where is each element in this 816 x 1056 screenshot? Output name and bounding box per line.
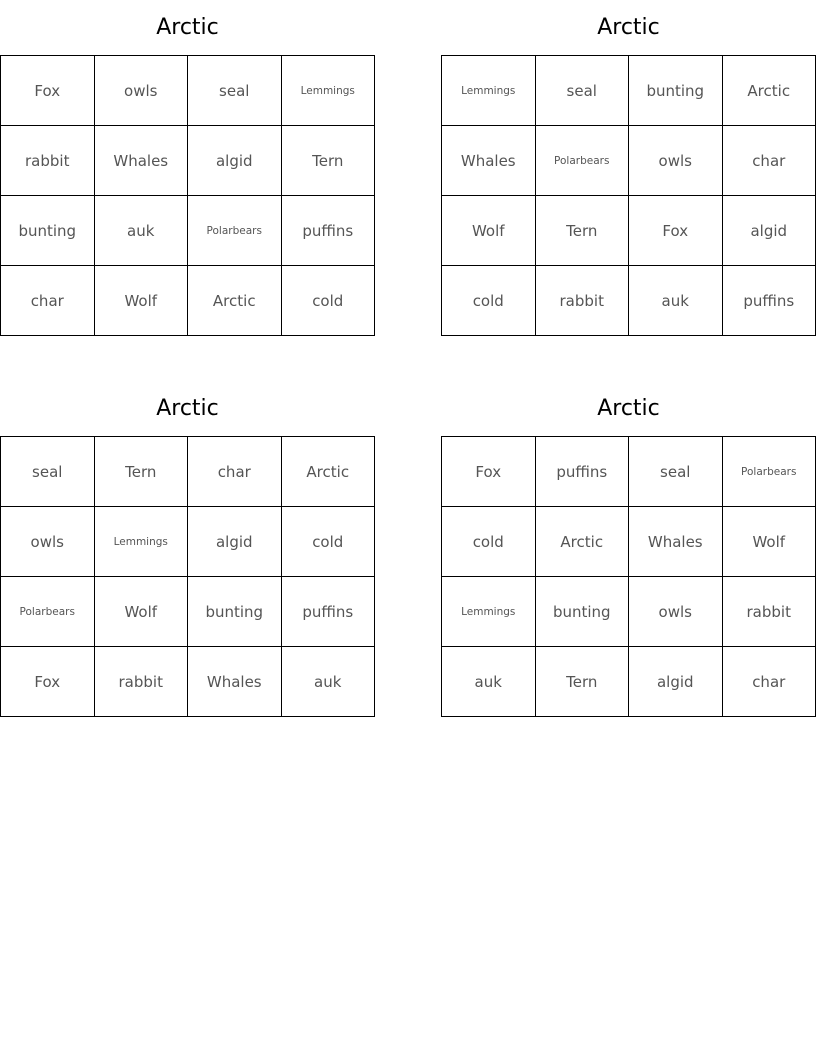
bingo-cell: Wolf xyxy=(95,266,189,336)
bingo-grid xyxy=(441,436,816,717)
bingo-cell: cold xyxy=(282,507,376,577)
bingo-cell: algid xyxy=(188,507,282,577)
bingo-cell: Arctic xyxy=(536,507,630,577)
bingo-cell: Lemmings xyxy=(442,56,536,126)
bingo-cell: Lemmings xyxy=(442,577,536,647)
bingo-cell: algid xyxy=(188,126,282,196)
bingo-cell: owls xyxy=(95,56,189,126)
bingo-cell: Tern xyxy=(95,437,189,507)
bingo-cell: Wolf xyxy=(442,196,536,266)
bingo-cell: Polarbears xyxy=(1,577,95,647)
bingo-cell: auk xyxy=(629,266,723,336)
bingo-cell: seal xyxy=(1,437,95,507)
bingo-cell: Whales xyxy=(629,507,723,577)
bingo-cell: rabbit xyxy=(95,647,189,717)
bingo-cell: rabbit xyxy=(1,126,95,196)
bingo-cell: Arctic xyxy=(723,56,816,126)
bingo-cell: char xyxy=(723,647,816,717)
bingo-card-2 xyxy=(441,0,816,336)
bingo-cell: cold xyxy=(282,266,376,336)
bingo-cell: bunting xyxy=(536,577,630,647)
bingo-cell: bunting xyxy=(188,577,282,647)
bingo-cell: Whales xyxy=(442,126,536,196)
bingo-card-4 xyxy=(441,381,816,717)
bingo-cell: algid xyxy=(629,647,723,717)
bingo-cell: Fox xyxy=(442,437,536,507)
bingo-cell: rabbit xyxy=(723,577,816,647)
bingo-cell: Tern xyxy=(282,126,376,196)
bingo-grid xyxy=(0,436,375,717)
bingo-cell: Wolf xyxy=(95,577,189,647)
bingo-cell: Arctic xyxy=(282,437,376,507)
card-title: Arctic xyxy=(156,396,219,421)
bingo-cell: rabbit xyxy=(536,266,630,336)
bingo-cell: cold xyxy=(442,507,536,577)
bingo-cell: puffins xyxy=(282,577,376,647)
bingo-cell: Fox xyxy=(629,196,723,266)
bingo-cell: Polarbears xyxy=(188,196,282,266)
bingo-cell: puffins xyxy=(723,266,816,336)
bingo-cell: Fox xyxy=(1,647,95,717)
bingo-cell: algid xyxy=(723,196,816,266)
bingo-cell: char xyxy=(723,126,816,196)
bingo-cell: Tern xyxy=(536,647,630,717)
bingo-cell: Lemmings xyxy=(282,56,376,126)
bingo-cell: Fox xyxy=(1,56,95,126)
bingo-cell: Polarbears xyxy=(536,126,630,196)
bingo-cell: bunting xyxy=(629,56,723,126)
bingo-cell: owls xyxy=(629,126,723,196)
card-title: Arctic xyxy=(156,15,219,40)
bingo-cell: char xyxy=(188,437,282,507)
bingo-cell: Whales xyxy=(95,126,189,196)
bingo-cell: auk xyxy=(442,647,536,717)
bingo-cell: Lemmings xyxy=(95,507,189,577)
bingo-cell: auk xyxy=(282,647,376,717)
bingo-cell: seal xyxy=(188,56,282,126)
bingo-cell: char xyxy=(1,266,95,336)
bingo-cell: owls xyxy=(629,577,723,647)
bingo-cell: Tern xyxy=(536,196,630,266)
bingo-cell: cold xyxy=(442,266,536,336)
bingo-cell: owls xyxy=(1,507,95,577)
bingo-grid xyxy=(441,55,816,336)
bingo-cell: Whales xyxy=(188,647,282,717)
bingo-grid xyxy=(0,55,375,336)
bingo-cell: bunting xyxy=(1,196,95,266)
card-title: Arctic xyxy=(597,15,660,40)
bingo-card-3 xyxy=(0,381,375,717)
bingo-cell: puffins xyxy=(536,437,630,507)
bingo-cell: Arctic xyxy=(188,266,282,336)
bingo-cell: auk xyxy=(95,196,189,266)
bingo-cell: seal xyxy=(536,56,630,126)
card-title: Arctic xyxy=(597,396,660,421)
bingo-cell: puffins xyxy=(282,196,376,266)
bingo-cell: Wolf xyxy=(723,507,816,577)
bingo-cell: Polarbears xyxy=(723,437,816,507)
bingo-cell: seal xyxy=(629,437,723,507)
bingo-card-1 xyxy=(0,0,375,336)
